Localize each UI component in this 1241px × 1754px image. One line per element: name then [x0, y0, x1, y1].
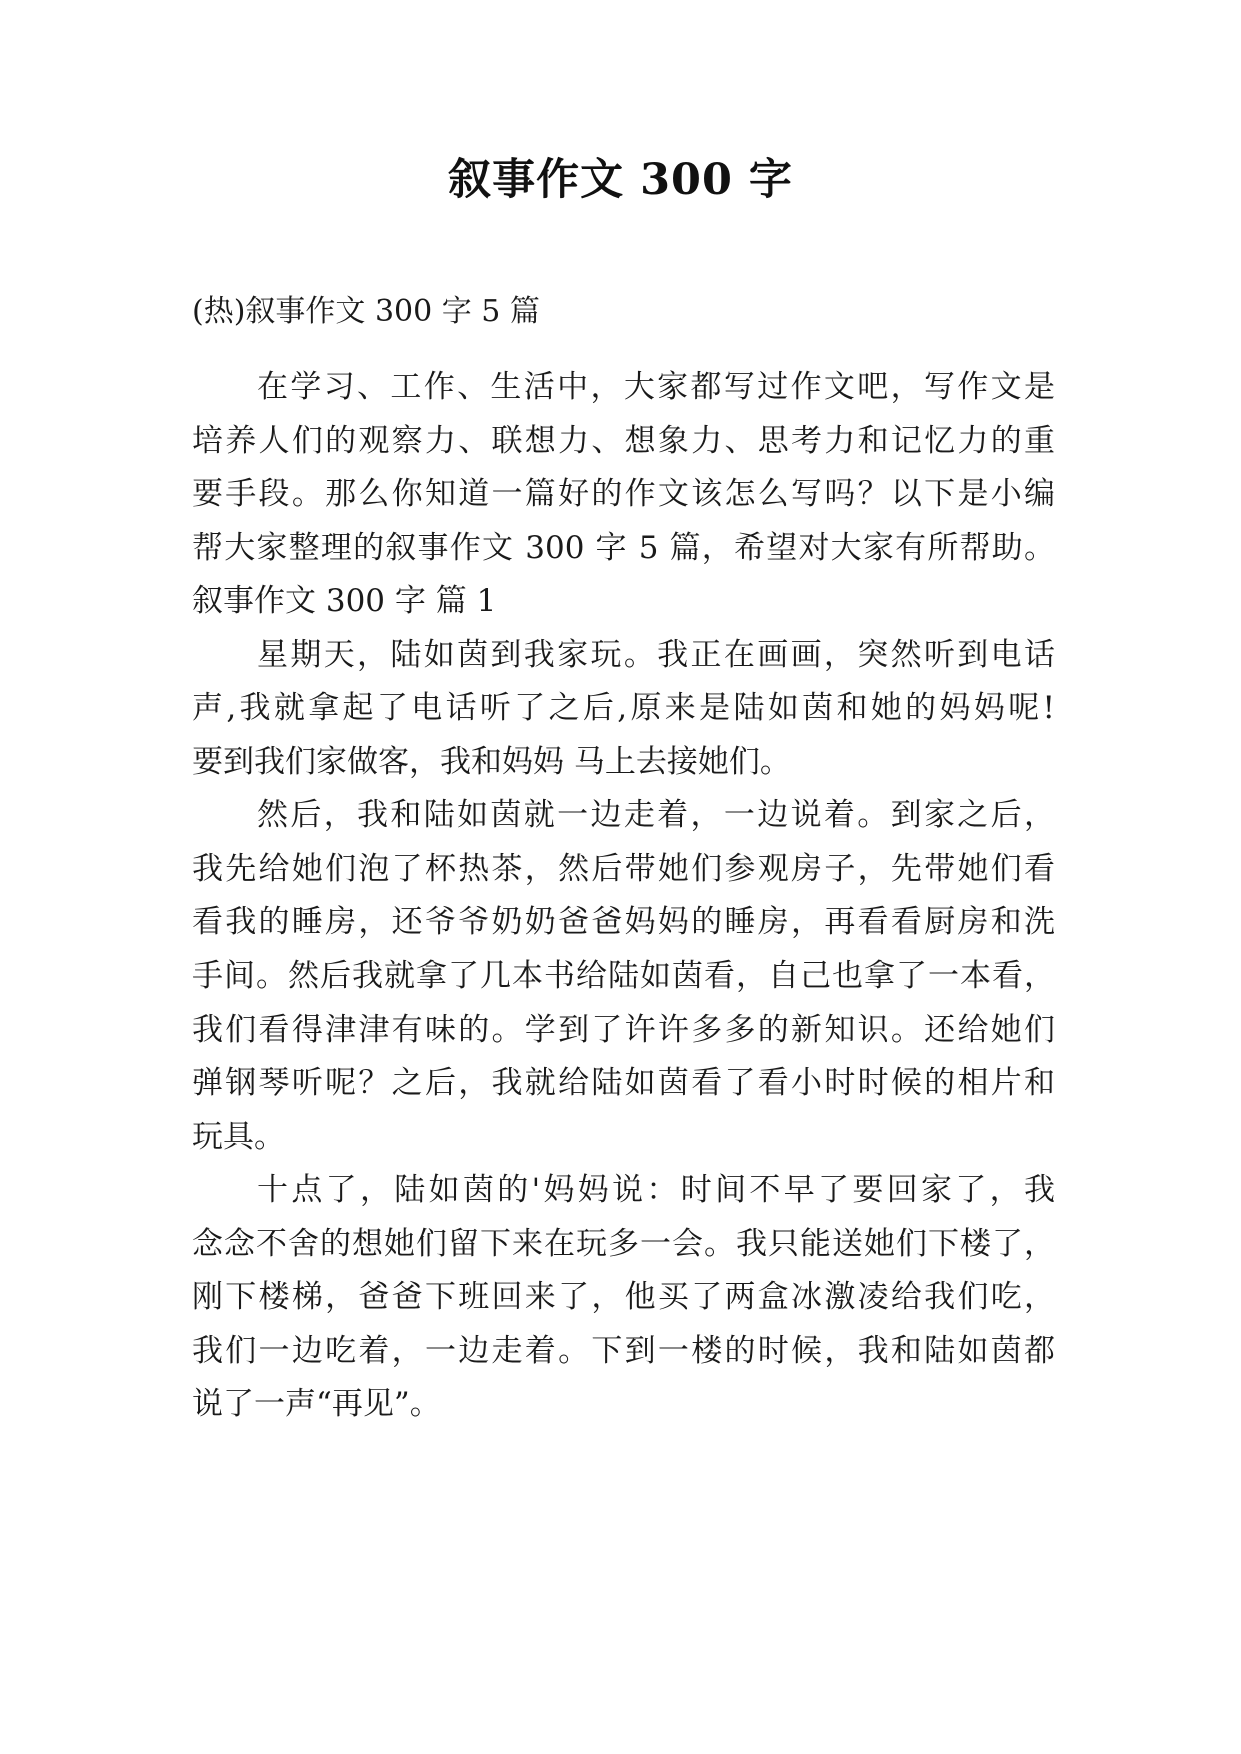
text-line: 星期天，陆如茵到我家玩。我正在画画，突然听到电话	[257, 637, 1055, 673]
text-line: 我们看得津津有味的。学到了许许多多的新知识。还给她们	[192, 1012, 1055, 1048]
text-line: 手间。然后我就拿了几本书给陆如茵看，自己也拿了一本看，	[192, 958, 1055, 994]
text-line: 十点了，陆如茵的'妈妈说：时间不早了要回家了，我	[257, 1172, 1055, 1208]
text-line: 我先给她们泡了杯热茶，然后带她们参观房子，先带她们看	[192, 851, 1055, 887]
document-title: 叙事作文 300 字	[448, 155, 793, 205]
text-line: 弹钢琴听呢？之后，我就给陆如茵看了看小时时候的相片和	[192, 1065, 1055, 1101]
text-line: 要到我们家做客，我和妈妈 马上去接她们。	[192, 744, 791, 780]
text-line: 念念不舍的想她们留下来在玩多一会。我只能送她们下楼了，	[192, 1226, 1055, 1262]
text-line: 刚下楼梯，爸爸下班回来了，他买了两盒冰激凌给我们吃，	[192, 1279, 1055, 1315]
section-heading: 叙事作文 300 字 篇 1	[192, 583, 497, 619]
text-line: 然后，我和陆如茵就一边走着，一边说着。到家之后，	[257, 797, 1055, 833]
text-line: 声,我就拿起了电话听了之后,原来是陆如茵和她的妈妈呢!	[192, 690, 1055, 726]
text-line: 我们一边吃着，一边走着。下到一楼的时候，我和陆如茵都	[192, 1333, 1055, 1369]
text-line: 玩具。	[192, 1119, 285, 1155]
text-line: 要手段。那么你知道一篇好的作文该怎么写吗？以下是小编	[192, 476, 1055, 512]
text-line: 看我的睡房，还爷爷奶奶爸爸妈妈的睡房，再看看厨房和洗	[192, 904, 1055, 940]
text-line: 在学习、工作、生活中，大家都写过作文吧，写作文是	[257, 369, 1055, 405]
text-line: 帮大家整理的叙事作文 300 字 5 篇，希望对大家有所帮助。	[192, 530, 1055, 566]
document-subtitle: (热)叙事作文 300 字 5 篇	[192, 294, 540, 329]
text-line: 说了一声“再见”。	[192, 1386, 441, 1422]
text-line: 培养人们的观察力、联想力、想象力、思考力和记忆力的重	[192, 423, 1055, 459]
